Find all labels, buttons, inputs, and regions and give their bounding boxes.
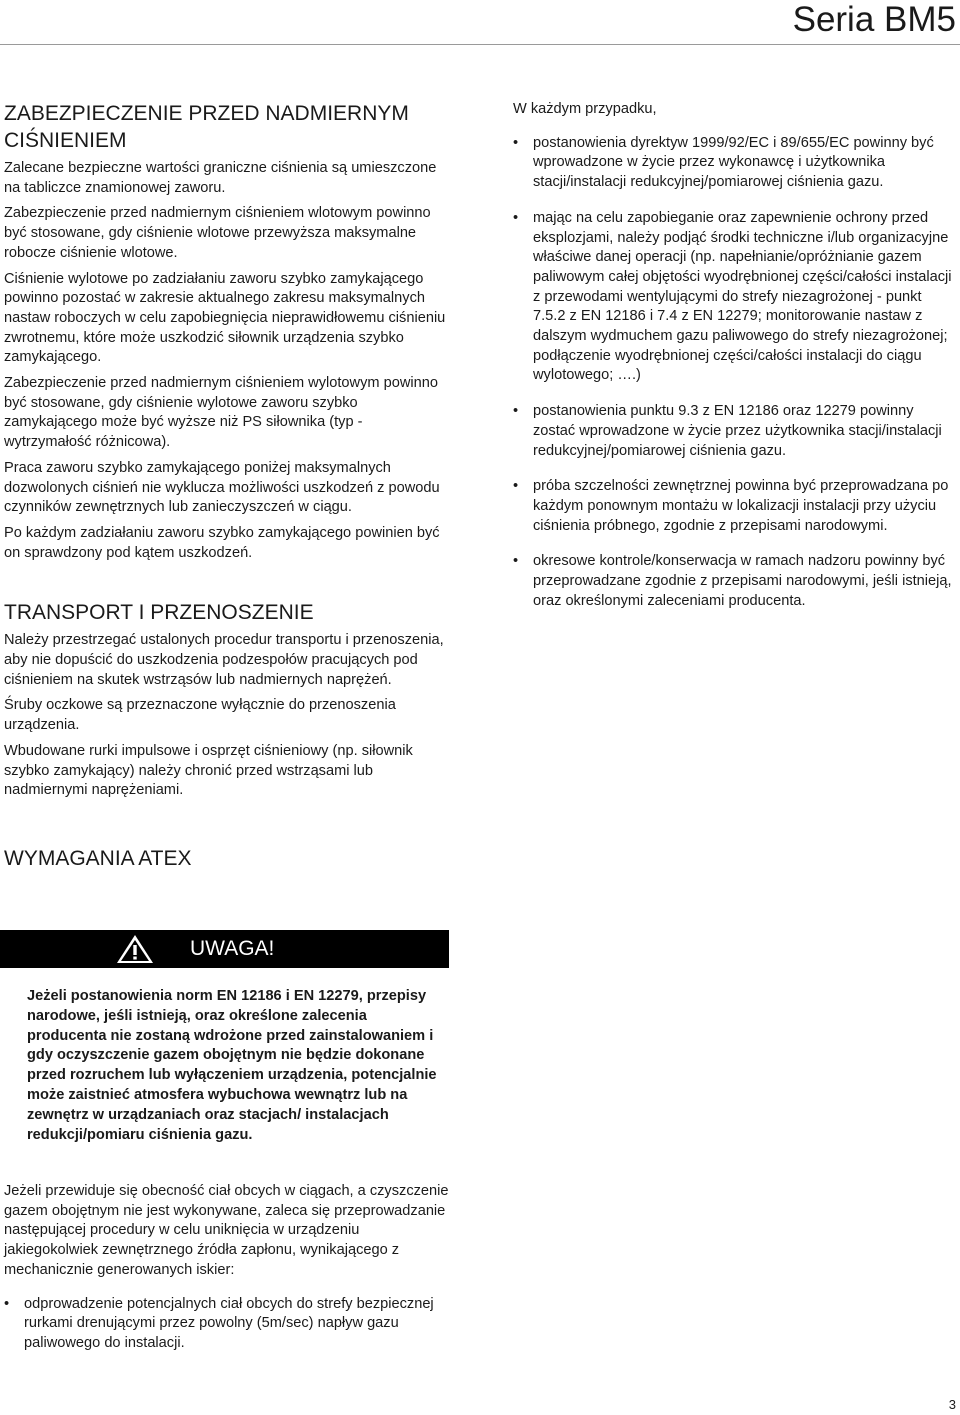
list-item-text: postanowienia dyrektyw 1999/92/EC i 89/655/EC powinny być wprowadzone w życie przez wykonawcę i użytkownika stacji/instalacji redukcyjnej/pomiarowej ciśnienia gazu. [533,134,934,191]
warning-triangle-icon [116,934,154,964]
foreign-bodies-paragraph: Jeżeli przewiduje się obecność ciał obcych w ciągach, a czyszczenie gazem obojętnym nie jest wykonywane, zaleca się przeprowadzanie następującej procedury w celu uniknięcia w urządzeniu jakiegokolwiek zewnętrznego źródła zapłonu, wynikającego z mechanicznie generowanych iskier: [4,1183,449,1278]
bullet-icon: • [4,1295,10,1312]
list-item [513,552,953,611]
list-item-text: mając na celu zapobieganie oraz zapewnienie ochrony przed eksplozjami, należy podjąć środki techniczne i/lub organizacyjne właściwe danej operacji (np. napełnianie/opróżnianie gazem paliwowym całej objętości wyodrębnionej części/całości instalacji z przewodami wentylującymi do strefy niezagrożonej - punkt 7.5.2 z EN 12186 i 7.4 z EN 12279; monitorowanie nastaw z dalszym wydmuchem gazu paliwowego do strefy niezagrożonej; podłączenie wyodrębnionej części/całości instalacji do ciągu wylotowego; ….) [533,209,952,384]
overpressure-heading-line2: CIŚNIENIEM [4,129,127,152]
atex-heading: WYMAGANIA ATEX [4,846,192,870]
right-column [513,100,953,627]
bullet-icon: • [513,134,519,151]
overpressure-paragraph: Zabezpieczenie przed nadmiernym ciśnieniem wylotowym powinno być stosowane, gdy ciśnienie wylotowe zaworu szybko zamykającego może być wyższe niż PS siłownika (typ - wytrzymałość różnicowa). [4,375,438,451]
list-item [513,134,953,193]
overpressure-heading [4,100,454,154]
list-item [4,1295,454,1354]
right-intro: W każdym przypadku, [513,101,657,117]
list-item-text: okresowe kontrole/konserwacja w ramach nadzoru powinny być przeprowadzane zgodnie z przepisami narodowymi, jeśli istnieją, oraz określonymi zaleceniami producenta. [533,553,952,609]
overpressure-paragraph: Po każdym zadziałaniu zaworu szybko zamykającego powinien być on sprawdzony pod kątem uszkodzeń. [4,524,440,561]
overpressure-heading-line1: ZABEZPIECZENIE PRZED NADMIERNYM [4,102,409,125]
overpressure-paragraph: Ciśnienie wylotowe po zadziałaniu zaworu szybko zamykającego powinno pozostać w zakresie aktualnego zakresu maksymalnych nastaw roboczych w celu zapobiegnięcia nieprawidłowemu ciśnieniu zwrotnemu, które może uszkodzić siłownik urządzenia szybko zamykającego. [4,270,446,366]
transport-paragraph: Wbudowane rurki impulsowe i osprzęt ciśnieniowy (np. siłownik szybko zamykający) należy chronić przed wstrząsami lub nadmiernymi naprężeniami. [4,742,413,799]
series-title: Seria BM5 [792,0,956,39]
foreign-bodies-section [4,1182,454,1370]
overpressure-paragraph: Zabezpieczenie przed nadmiernym ciśnieniem wlotowym powinno być stosowane, gdy ciśnienie wlotowe przewyższa maksymalne robocze ciśnienie wlotowe. [4,205,431,261]
bullet-icon: • [513,209,519,226]
requirements-list [513,134,953,612]
warning-banner [0,930,449,968]
overpressure-paragraph: Praca zaworu szybko zamykającego poniżej maksymalnych dozwolonych ciśnień nie wyklucza możliwości uszkodzeń z powodu czynników zewnętrznych lub zanieczyszczeń w ciągu. [4,459,440,516]
foreign-bodies-list [4,1295,454,1354]
list-item [513,477,953,536]
list-item-text: próba szczelności zewnętrznej powinna być przeprowadzana po każdym ponownym montażu w lokalizacji instalacji przy użyciu ciśnienia próbnego, zgodnie z przepisami narodowymi. [533,478,949,534]
list-item-text: postanowienia punktu 9.3 z EN 12186 oraz 12279 powinny zostać wprowadzone w życie przez użytkownika stacji/instalacji redukcyjnej/pomiarowej ciśnienia gazu. [533,403,942,459]
list-item [513,209,953,386]
transport-paragraph: Należy przestrzegać ustalonych procedur transportu i przenoszenia, aby nie dopuścić do uszkodzenia podzespołów pracujących pod ciśnieniem na skutek wstrząsów lub nadmiernych naprężeń. [4,632,444,688]
list-item-text: odprowadzenie potencjalnych ciał obcych do strefy bezpiecznej rurkami drenującymi przez powolny (5m/sec) napływ gazu paliwowego do instalacji. [24,1295,434,1351]
warning-text: Jeżeli postanowienia norm EN 12186 i EN 12279, przepisy narodowe, jeśli istnieją, oraz określone zalecenia producenta nie zostaną wdrożone przed zainstalowaniem i gdy oczyszczenie gazem obojętnym nie będzie dokonane przed rozruchem lub wyłączeniem urządzenia, potencjalnie może zaistnieć atmosfera wybuchowa wewnątrz lub na zewnętrz w urządzaniach oraz stacjach/ instalacjach redukcji/pomiaru ciśnienia gazu. [27,988,437,1143]
transport-paragraph: Śruby oczkowe są przeznaczone wyłącznie do przenoszenia urządzenia. [4,697,396,734]
bullet-icon: • [513,478,519,495]
bullet-icon: • [513,553,519,570]
bullet-icon: • [513,403,519,420]
transport-heading: TRANSPORT I PRZENOSZENIE [4,601,314,625]
overpressure-paragraph: Zalecane bezpieczne wartości graniczne ciśnienia są umieszczone na tabliczce znamionowej zaworu. [4,160,437,196]
list-item [513,402,953,461]
page-number: 3 [948,1397,956,1412]
left-column [4,100,454,872]
warning-label: UWAGA! [190,937,275,960]
